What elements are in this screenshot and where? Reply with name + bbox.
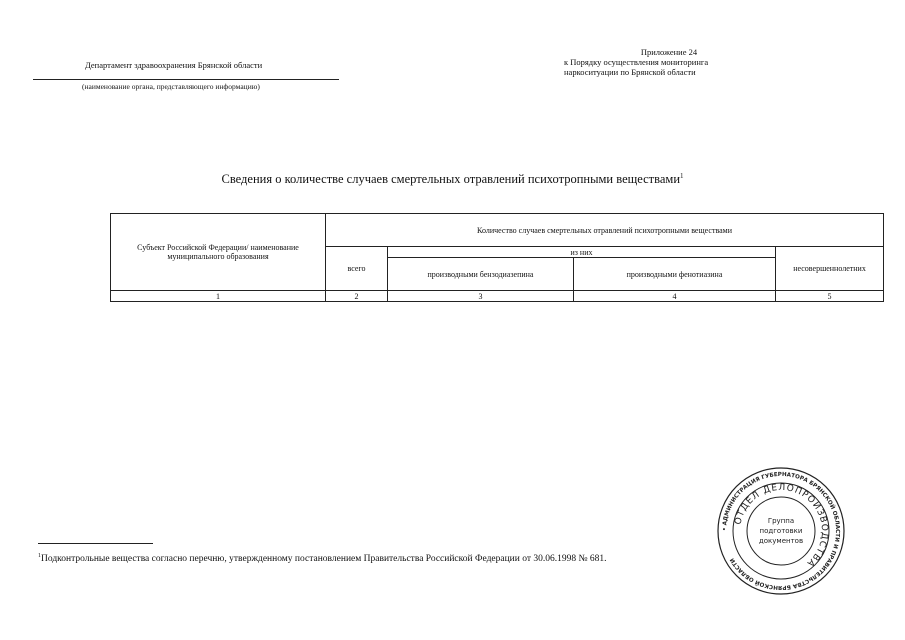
column-number: 5 — [776, 291, 884, 302]
title-footnote-mark: 1 — [680, 172, 684, 180]
appendix-line-2: наркоситуации по Брянской области — [564, 67, 696, 77]
of-them-header: из них — [570, 247, 593, 257]
total-header: всего — [347, 264, 366, 273]
stamp-center-line-1: Группа — [767, 517, 795, 525]
appendix-block — [564, 47, 764, 77]
organization-name: Департамент здравоохранения Брянской области — [85, 60, 263, 70]
footnote-mark: 1 — [38, 553, 41, 559]
column-number: 2 — [326, 291, 388, 302]
benzodiazepine-header-cell — [388, 258, 574, 291]
column-number: 3 — [388, 291, 574, 302]
column-number: 1 — [111, 291, 326, 302]
office-stamp — [716, 466, 846, 596]
stamp-inner-text: ОТДЕЛ ДЕЛОПРОИЗВОДСТВА — [733, 482, 830, 569]
document-title-text: Сведения о количестве случаев смертельных отравлений психотропными веществами — [221, 172, 681, 187]
minors-header: несовершеннолетних — [793, 264, 866, 273]
benzodiazepine-header: производными бензодиазепина — [427, 269, 534, 279]
document-title — [0, 172, 905, 187]
stamp-center-line-3: документов — [758, 537, 804, 545]
organization-underline — [33, 79, 339, 80]
stamp-center-line-2: подготовки — [759, 527, 803, 535]
phenothiazine-header: производными фенотиазина — [626, 269, 723, 279]
column-number: 4 — [574, 291, 776, 302]
cases-header-cell — [326, 214, 884, 247]
footnote — [38, 553, 607, 564]
total-header-cell — [326, 247, 388, 291]
cases-header: Количество случаев смертельных отравлений психотропными веществами — [477, 225, 733, 235]
appendix-line-1: к Порядку осуществления мониторинга — [564, 57, 709, 67]
appendix-title: Приложение 24 — [640, 47, 698, 57]
organization-caption: (наименование органа, представляющего информацию) — [82, 82, 260, 91]
footnote-separator — [38, 543, 153, 544]
subject-header-cell — [111, 214, 326, 291]
footnote-text: Подконтрольные вещества согласно перечню, утвержденному постановлением Правительства Российской Федерации от 30.06.1998 № 681. — [41, 554, 607, 565]
of-them-header-cell — [388, 247, 776, 258]
stamp-outer-text: • АДМИНИСТРАЦИЯ ГУБЕРНАТОРА БРЯНСКОЙ ОБЛАСТИ И ПРАВИТЕЛЬСТВА БРЯНСКОЙ ОБЛАСТИ — [721, 471, 841, 591]
data-table — [110, 213, 884, 302]
phenothiazine-header-cell — [574, 258, 776, 291]
subject-header: Субъект Российской Федерации/ наименование муниципального образования — [137, 243, 299, 261]
minors-header-cell — [776, 247, 884, 291]
